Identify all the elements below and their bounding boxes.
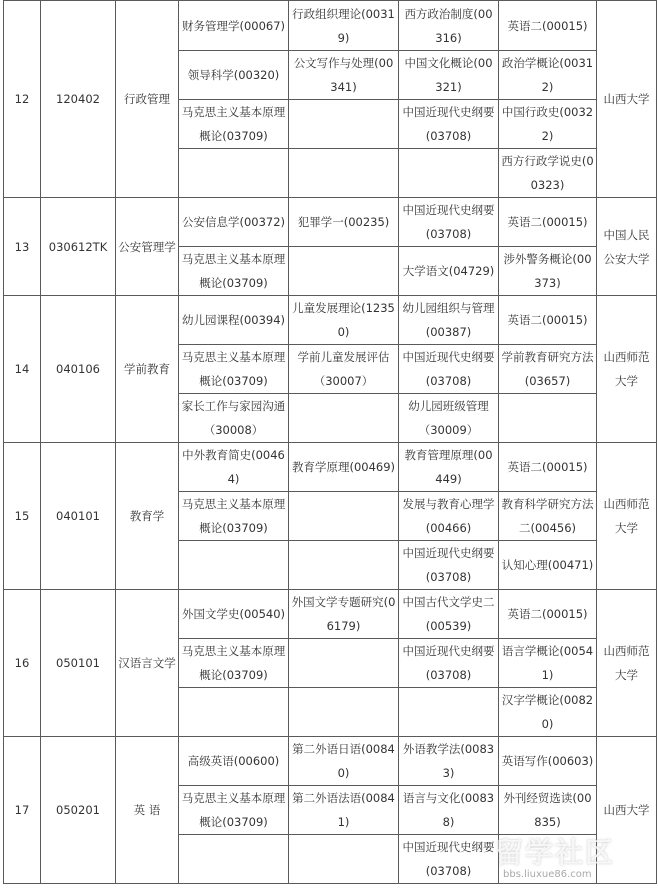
- major-code: 120402: [41, 1, 116, 198]
- major-name: 公安管理学: [116, 198, 179, 296]
- course-cell: 西方行政学说史(00323): [499, 149, 597, 198]
- course-cell: [179, 835, 289, 884]
- major-name: 行政管理: [116, 1, 179, 198]
- course-cell: 中国文化概论(00321): [399, 51, 499, 100]
- course-cell: 第二外语日语(00840): [289, 737, 399, 786]
- table-row: [4, 737, 657, 786]
- row-number: 16: [4, 590, 41, 737]
- course-cell: [179, 149, 289, 198]
- course-cell: 大学语文(04729): [399, 247, 499, 296]
- course-cell: 马克思主义基本原理概论(03709): [179, 639, 289, 688]
- university-name: 山西师范大学: [597, 443, 657, 590]
- major-code: 040106: [41, 296, 116, 443]
- course-cell: 中国近现代史纲要(03708): [399, 100, 499, 149]
- course-cell: 涉外警务概论(00373): [499, 247, 597, 296]
- course-cell: [399, 688, 499, 737]
- table-row: [4, 198, 657, 247]
- course-cell: 领导科学(00320): [179, 51, 289, 100]
- course-cell: 教育管理原理(00449): [399, 443, 499, 492]
- course-cell: 英语二(00015): [499, 1, 597, 51]
- university-name: 山西师范大学: [597, 296, 657, 443]
- row-number: 14: [4, 296, 41, 443]
- major-name: 汉语言文学: [116, 590, 179, 737]
- course-cell: 中国行政史(00322): [499, 100, 597, 149]
- course-cell: 高级英语(00600): [179, 737, 289, 786]
- exam-schedule-table: [3, 0, 657, 884]
- course-cell: 认知心理(00471): [499, 541, 597, 590]
- course-cell: [179, 541, 289, 590]
- course-cell: 马克思主义基本原理概论(03709): [179, 247, 289, 296]
- course-cell: 外国文学专题研究(06179): [289, 590, 399, 639]
- course-cell: [289, 541, 399, 590]
- row-number: 13: [4, 198, 41, 296]
- course-cell: 第二外语法语(00841): [289, 786, 399, 835]
- course-cell: 家长工作与家园沟通（30008）: [179, 394, 289, 443]
- course-cell: 公文写作与处理(00341): [289, 51, 399, 100]
- table-row: [4, 296, 657, 345]
- course-cell: [289, 149, 399, 198]
- course-cell: 语言与文化(00838): [399, 786, 499, 835]
- course-cell: [289, 492, 399, 541]
- university-name: 山西大学: [597, 737, 657, 884]
- course-cell: 中国近现代史纲要(03708): [399, 198, 499, 247]
- course-cell: 中国古代文学史二(00539): [399, 590, 499, 639]
- course-cell: [499, 394, 597, 443]
- row-number: 15: [4, 443, 41, 590]
- table-row: [4, 590, 657, 639]
- university-name: 山西师范大学: [597, 590, 657, 737]
- course-cell: 语言学概论(00541): [499, 639, 597, 688]
- course-cell: 马克思主义基本原理概论(03709): [179, 492, 289, 541]
- major-code: 030612TK: [41, 198, 116, 296]
- course-cell: 教育学原理(00469): [289, 443, 399, 492]
- course-cell: 马克思主义基本原理概论(03709): [179, 786, 289, 835]
- course-cell: 外国文学史(00540): [179, 590, 289, 639]
- course-cell: 外刊经贸选读(00835): [499, 786, 597, 835]
- course-cell: 中国近现代史纲要(03708): [399, 835, 499, 884]
- course-cell: [289, 247, 399, 296]
- course-cell: 幼儿园班级管理（30009）: [399, 394, 499, 443]
- course-cell: 英语二(00015): [499, 198, 597, 247]
- course-cell: [289, 394, 399, 443]
- university-name: 山西大学: [597, 1, 657, 198]
- course-cell: [289, 639, 399, 688]
- major-name: 学前教育: [116, 296, 179, 443]
- watermark-url: bbs.liuxue86.com: [503, 869, 592, 880]
- course-cell: 马克思主义基本原理概论(03709): [179, 345, 289, 394]
- course-cell: 英语二(00015): [499, 590, 597, 639]
- course-cell: [179, 688, 289, 737]
- major-name: 教育学: [116, 443, 179, 590]
- course-cell: 公安信息学(00372): [179, 198, 289, 247]
- major-code: 050201: [41, 737, 116, 884]
- course-cell: 财务管理学(00067): [179, 1, 289, 51]
- course-cell: [399, 149, 499, 198]
- course-cell: [289, 100, 399, 149]
- course-cell: 政治学概论(00312): [499, 51, 597, 100]
- row-number: 12: [4, 1, 41, 198]
- course-cell: 外语教学法(00833): [399, 737, 499, 786]
- course-cell: 马克思主义基本原理概论(03709): [179, 100, 289, 149]
- course-cell: 西方政治制度(00316): [399, 1, 499, 51]
- course-cell: 幼儿园课程(00394): [179, 296, 289, 345]
- course-cell: 中国近现代史纲要(03708): [399, 345, 499, 394]
- course-cell: 汉字学概论(00820): [499, 688, 597, 737]
- major-code: 040101: [41, 443, 116, 590]
- course-cell: 英语写作(00603): [499, 737, 597, 786]
- course-cell: [289, 688, 399, 737]
- course-cell: 中国近现代史纲要(03708): [399, 639, 499, 688]
- major-name: 英 语: [116, 737, 179, 884]
- course-cell: 幼儿园组织与管理(00387): [399, 296, 499, 345]
- course-cell: 英语二(00015): [499, 443, 597, 492]
- course-cell: 儿童发展理论(12350): [289, 296, 399, 345]
- course-cell: 发展与教育心理学(00466): [399, 492, 499, 541]
- major-code: 050101: [41, 590, 116, 737]
- university-name: 中国人民公安大学: [597, 198, 657, 296]
- course-cell: 中外教育简史(00464): [179, 443, 289, 492]
- course-cell: 英语二(00015): [499, 296, 597, 345]
- course-cell: 学前教育研究方法(03657): [499, 345, 597, 394]
- course-cell: 教育科学研究方法二(00456): [499, 492, 597, 541]
- row-number: 17: [4, 737, 41, 884]
- course-cell: [499, 835, 597, 884]
- course-cell: 行政组织理论(00319): [289, 1, 399, 51]
- course-cell: [289, 835, 399, 884]
- course-cell: 犯罪学一(00235): [289, 198, 399, 247]
- watermark-logo-text: 留学社区: [495, 836, 616, 869]
- course-cell: 学前儿童发展评估（30007）: [289, 345, 399, 394]
- table-row: [4, 443, 657, 492]
- course-cell: 中国近现代史纲要(03708): [399, 541, 499, 590]
- table-row: [4, 1, 657, 51]
